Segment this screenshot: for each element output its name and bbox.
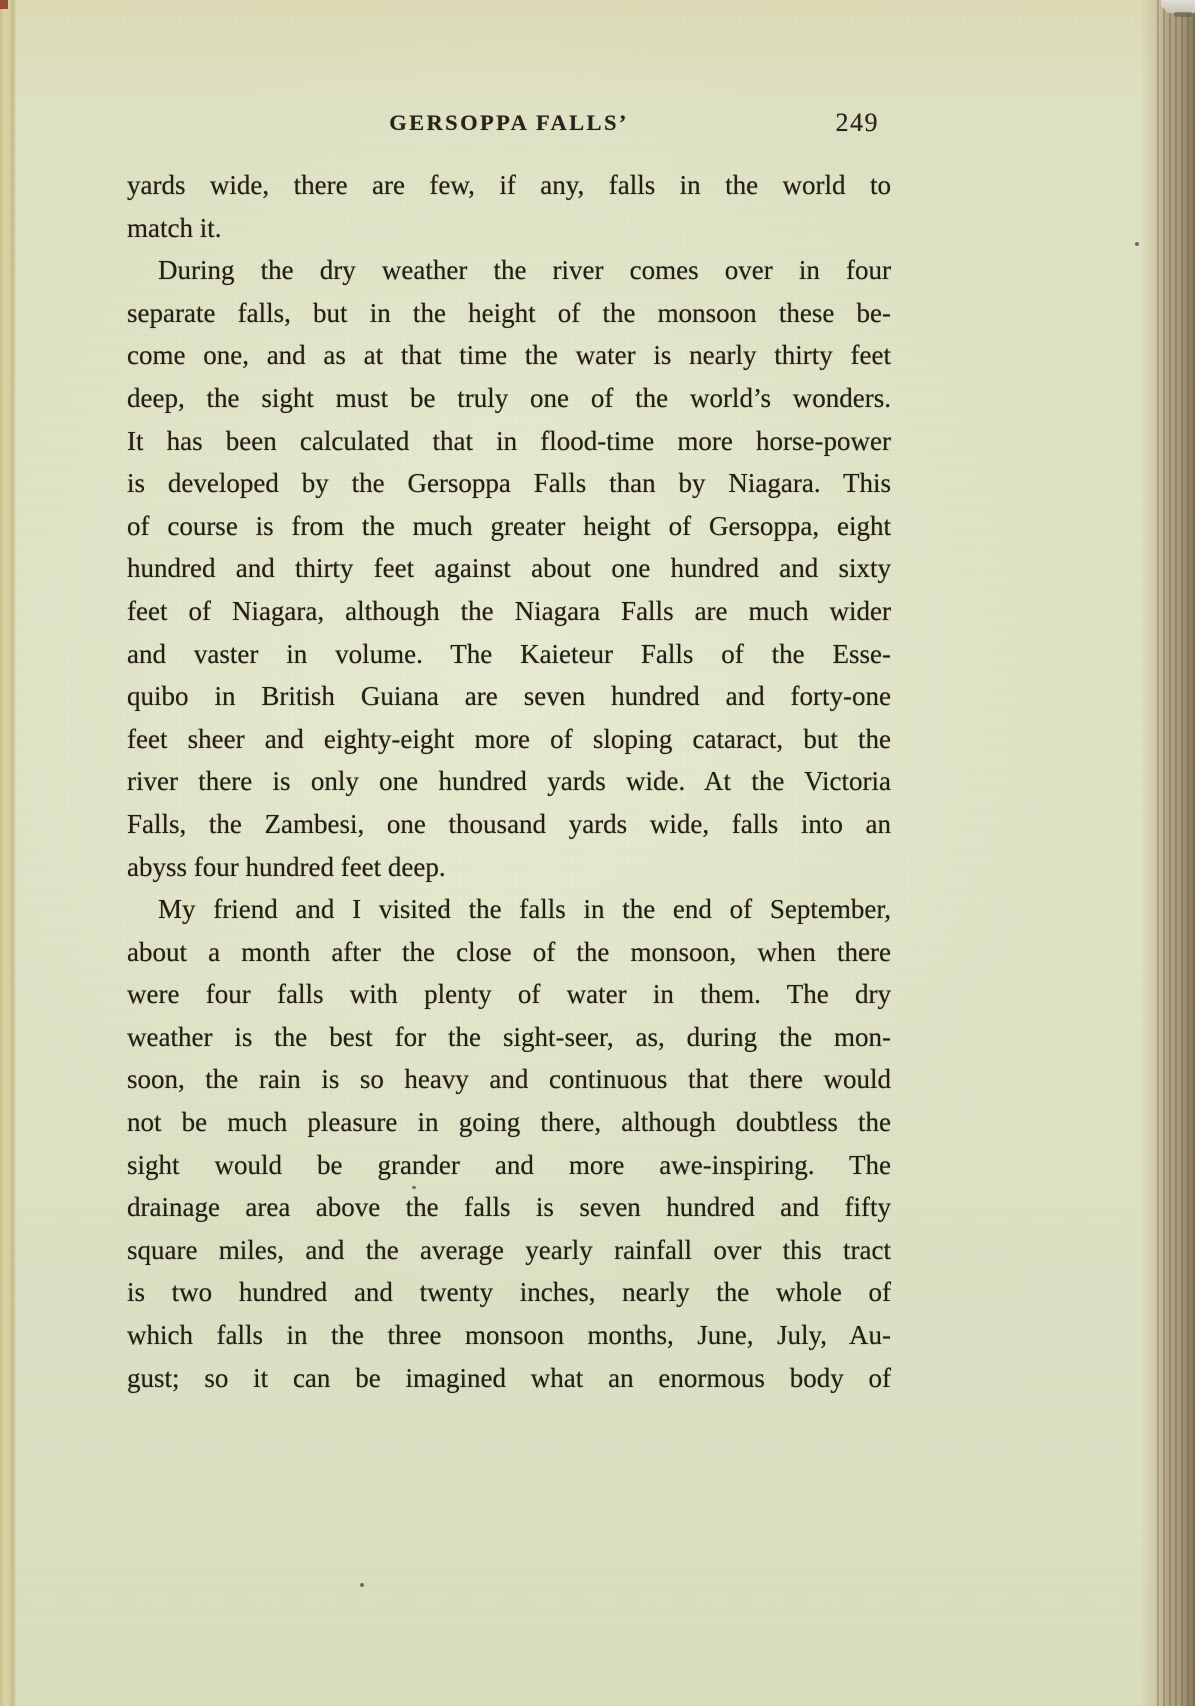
text-line: not be much pleasure in going there, although doubtless the — [127, 1107, 891, 1138]
top-right-corner-shadow — [1174, 12, 1192, 17]
text-line: quibo in British Guiana are seven hundred and forty-one — [127, 681, 891, 712]
top-left-corner-mark — [0, 0, 8, 9]
text-line: gust; so it can be imagined what an enormous body of — [127, 1362, 891, 1393]
scan-speck — [1135, 242, 1139, 246]
text-line: drainage area above the falls is seven hundred and fifty — [127, 1192, 891, 1223]
text-line: is developed by the Gersoppa Falls than by Niagara. This — [127, 468, 891, 499]
text-line: come one, and as at that time the water is nearly thirty feet — [127, 340, 891, 371]
running-title: GERSOPPA FALLS’ — [389, 110, 629, 135]
text-line: abyss four hundred feet deep. — [127, 851, 446, 882]
text-line: were four falls with plenty of water in them. The dry — [127, 979, 891, 1010]
page-left-crease — [13, 0, 16, 1706]
text-line: feet of Niagara, although the Niagara Falls are much wider — [127, 595, 891, 626]
book-fore-edge-pages — [1157, 0, 1195, 1706]
text-line: yards wide, there are few, if any, falls in the world to — [127, 170, 891, 200]
page-header — [127, 110, 891, 146]
text-line: square miles, and the average yearly rainfall over this tract — [127, 1234, 891, 1265]
page-number: 249 — [835, 108, 879, 137]
text-line: separate falls, but in the height of the monsoon these be- — [127, 297, 891, 328]
text-line: about a month after the close of the monsoon, when there — [127, 936, 891, 967]
text-line: Falls, the Zambesi, one thousand yards wide, falls into an — [127, 808, 891, 839]
text-line: and vaster in volume. The Kaieteur Falls of the Esse- — [127, 638, 891, 669]
text-line: deep, the sight must be truly one of the world’s wonders. — [127, 382, 891, 413]
text-line: hundred and thirty feet against about one hundred and sixty — [127, 553, 891, 584]
text-line: sight would be grander and more awe-inspiring. The — [127, 1149, 891, 1180]
text-line: weather is the best for the sight-seer, as, during the mon- — [127, 1021, 891, 1052]
text-line: feet sheer and eighty-eight more of sloping cataract, but the — [127, 723, 891, 754]
text-line: My friend and I visited the falls in the end of September, — [158, 894, 891, 925]
fore-edge-shadow — [1141, 0, 1157, 1706]
text-line: of course is from the much greater height of Gersoppa, eight — [127, 510, 891, 541]
text-line: soon, the rain is so heavy and continuous that there would — [127, 1064, 891, 1095]
text-line: During the dry weather the river comes over in four — [158, 255, 891, 286]
scan-speck — [360, 1583, 364, 1587]
text-line: is two hundred and twenty inches, nearly the whole of — [127, 1277, 891, 1308]
text-line: match it. — [127, 212, 222, 243]
text-line: which falls in the three monsoon months, June, July, Au- — [127, 1320, 891, 1351]
page-left-edge — [0, 0, 13, 1706]
text-line: It has been calculated that in flood-time more horse-power — [127, 425, 891, 456]
text-line: river there is only one hundred yards wide. At the Victoria — [127, 766, 891, 797]
page-text — [127, 164, 891, 1399]
